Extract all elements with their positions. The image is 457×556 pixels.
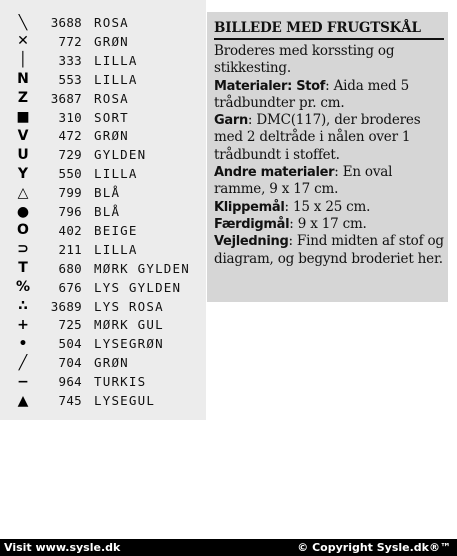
legend-row [0, 13, 206, 32]
footer-copyright: © Copyright Sysle.dk®™ [297, 541, 451, 554]
color-name: ROSA [94, 15, 129, 30]
cut-size-text: : 15 x 25 cm. [284, 198, 371, 215]
legend-row [0, 89, 206, 108]
legend-row [0, 334, 206, 353]
dmc-number: 799 [58, 185, 82, 201]
legend-row [0, 145, 206, 164]
stitch-symbol-icon: ● [16, 203, 30, 220]
color-name: BLÅ [94, 185, 121, 201]
dmc-number: 704 [58, 355, 82, 371]
legend-row [0, 240, 206, 259]
legend-row [0, 391, 206, 410]
pattern-info-box [207, 12, 448, 302]
color-name: LILLA [94, 52, 138, 68]
other-materials-line [214, 164, 444, 199]
guide-text: : Find midten af stof og diagram, og begynd broderiet her. [214, 233, 444, 267]
stitch-symbol-icon: Ν [17, 71, 29, 88]
color-name: LYSEGUL [94, 393, 156, 408]
color-name: GRØN [94, 33, 129, 49]
stitch-symbol-icon: ∴ [18, 298, 28, 314]
yarn-label: Garn [214, 113, 248, 129]
dmc-number: 3689 [50, 298, 82, 314]
dmc-number: 333 [58, 52, 82, 68]
dmc-number: 211 [58, 241, 82, 257]
pattern-title: BILLEDE MED FRUGTSKÅL [214, 20, 444, 40]
materials-label: Materialer: Stof [214, 78, 326, 94]
legend-row [0, 221, 206, 240]
dmc-number: 796 [58, 204, 82, 219]
stitch-symbol-icon: + [17, 316, 29, 333]
color-legend [0, 0, 206, 420]
footer-site-link[interactable]: Visit www.sysle.dk [4, 541, 121, 554]
stitch-symbol-icon: • [18, 335, 28, 352]
legend-row [0, 297, 206, 316]
color-name: LILLA [94, 241, 138, 257]
legend-row [0, 32, 206, 51]
color-name: LYS ROSA [94, 298, 164, 314]
stitch-symbol-icon: T [18, 260, 28, 277]
color-name: LILLA [94, 166, 138, 182]
dmc-number: 680 [58, 260, 82, 276]
legend-row [0, 372, 206, 391]
stitch-symbol-icon: % [15, 279, 31, 296]
stitch-symbol-icon: U [17, 146, 29, 163]
legend-row [0, 70, 206, 89]
stitch-symbol-icon: ╲ [18, 14, 28, 31]
legend-row [0, 51, 206, 70]
materials-line [214, 78, 444, 113]
dmc-number: 504 [58, 336, 82, 352]
stitch-symbol-icon: Y [17, 165, 29, 182]
stitch-symbol-icon: ▲ [17, 392, 29, 409]
stitch-symbol-icon: ⊃ [17, 241, 29, 258]
color-name: SORT [94, 109, 129, 125]
dmc-number: 729 [58, 147, 82, 163]
stitch-symbol-icon: ✕ [17, 33, 29, 50]
yarn-line [214, 112, 444, 164]
guide-label: Vejledning [214, 234, 289, 250]
color-name: BEIGE [94, 222, 138, 238]
footer-bar [0, 539, 457, 556]
dmc-number: 3687 [50, 90, 82, 106]
legend-row [0, 315, 206, 334]
finished-size-text: : 9 x 17 cm. [289, 215, 367, 232]
color-name: MØRK GYLDEN [94, 260, 190, 276]
legend-row [0, 108, 206, 127]
legend-row [0, 202, 206, 221]
legend-row [0, 353, 206, 372]
color-name: BLÅ [94, 204, 121, 219]
color-name: LYSEGRØN [94, 336, 164, 352]
stitch-symbol-icon: Z [17, 90, 29, 107]
dmc-number: 964 [58, 374, 82, 390]
other-materials-label: Andre materialer [214, 165, 335, 181]
color-name: MØRK GUL [94, 317, 164, 333]
stitch-symbol-icon: V [17, 127, 29, 144]
legend-row [0, 164, 206, 183]
dmc-number: 676 [58, 279, 82, 295]
materials-text: : Aida med 5 trådbundter pr. cm. [214, 77, 409, 111]
stitch-symbol-icon: O [17, 222, 29, 239]
pattern-description [214, 43, 444, 268]
stitch-symbol-icon: ╱ [18, 354, 28, 371]
stitch-symbol-icon: − [17, 373, 29, 390]
legend-row [0, 126, 206, 145]
other-materials-text: : En oval ramme, 9 x 17 cm. [214, 164, 393, 198]
yarn-text: : DMC(117), der broderes med 2 deltråde i nålen over 1 trådbundt i stoffet. [214, 112, 421, 163]
legend-row [0, 259, 206, 278]
color-name: ROSA [94, 90, 129, 106]
color-name: GYLDEN [94, 147, 147, 163]
dmc-number: 772 [58, 33, 82, 49]
cut-size-label: Klippemål [214, 199, 285, 215]
color-name: TURKIS [94, 374, 147, 390]
stitch-symbol-icon: │ [18, 52, 28, 69]
dmc-number: 310 [58, 109, 82, 125]
cut-size-line [214, 199, 444, 216]
stitch-symbol-icon: ■ [16, 109, 30, 125]
color-name: GRØN [94, 355, 129, 371]
finished-size-line [214, 216, 444, 233]
dmc-number: 402 [58, 222, 82, 238]
legend-row [0, 278, 206, 297]
dmc-number: 550 [58, 166, 82, 182]
color-name: LYS GYLDEN [94, 279, 182, 295]
stitch-symbol-icon: △ [17, 184, 29, 201]
finished-size-label: Færdigmål [214, 216, 290, 232]
guide-line [214, 233, 444, 268]
dmc-number: 745 [58, 393, 82, 408]
dmc-number: 725 [58, 317, 82, 333]
dmc-number: 553 [58, 71, 82, 87]
color-name: GRØN [94, 128, 129, 144]
color-name: LILLA [94, 71, 138, 87]
legend-row [0, 183, 206, 202]
dmc-number: 472 [58, 128, 82, 144]
dmc-number: 3688 [50, 15, 82, 30]
intro-text: Broderes med korssting og stikkesting. [214, 43, 395, 77]
